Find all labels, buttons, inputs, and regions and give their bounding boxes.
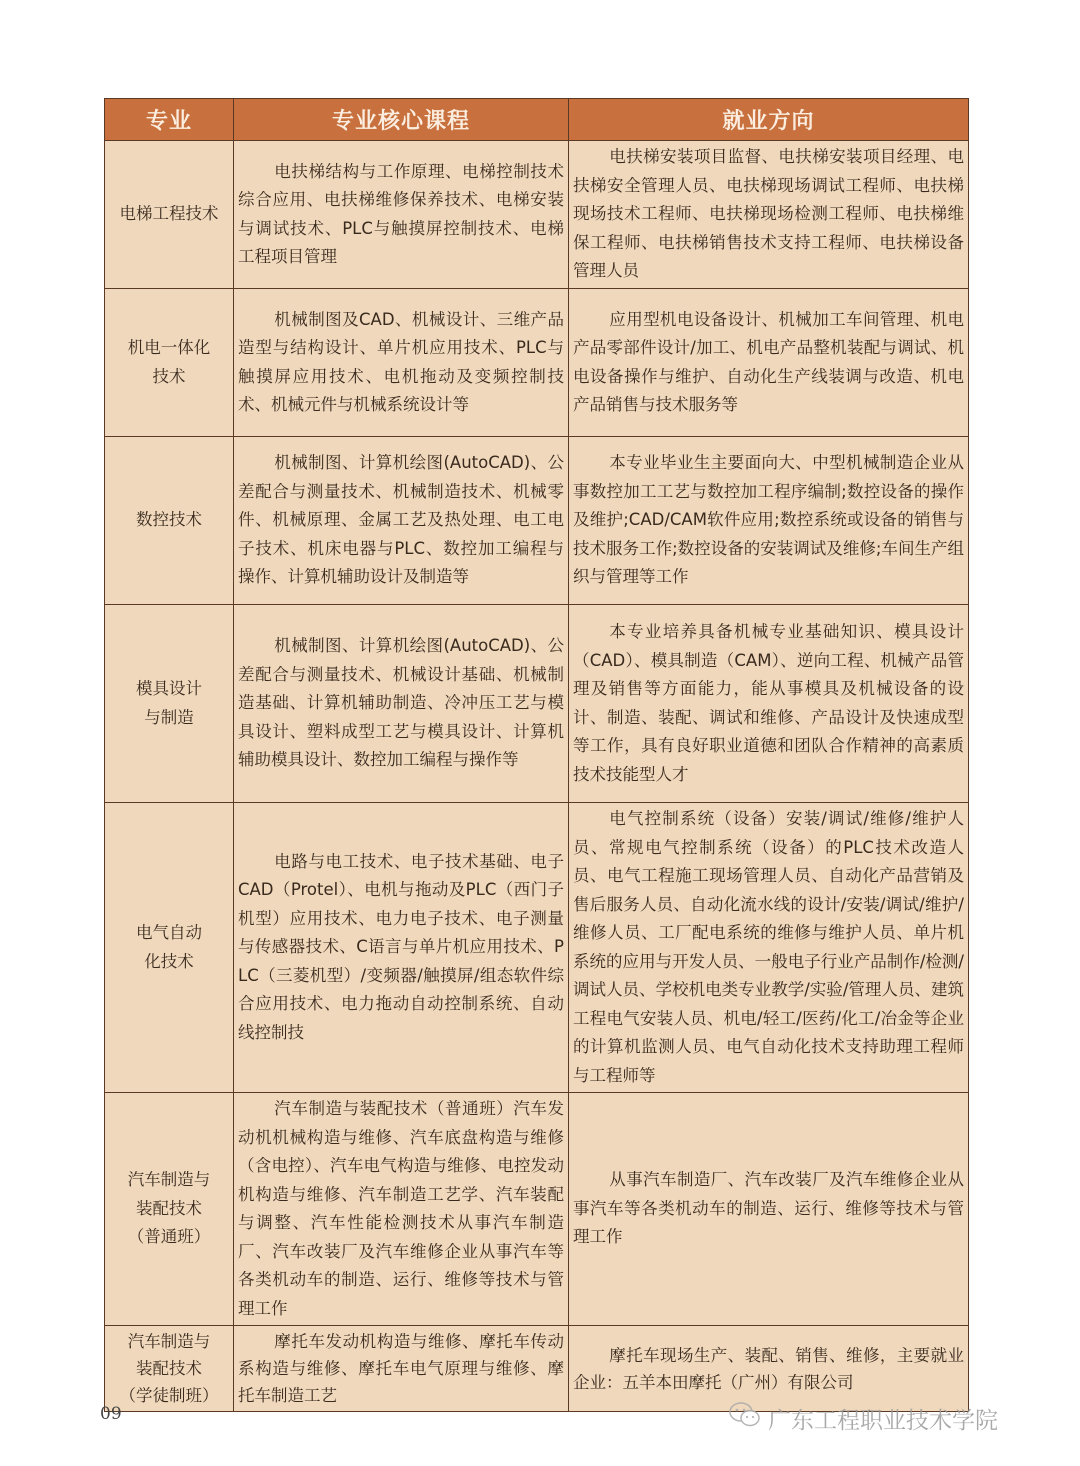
major-cell [105,141,234,289]
courses-text: 机械制图、计算机绘图(AutoCAD)、公差配合与测量技术、机械设计基础、机械制造基础、计算机辅助制造、冷冲压工艺与模具设计、塑料成型工艺与模具设计、计算机辅助模具设计、数控加工编程与操作等 [238,636,564,770]
major-name-line: 数控技术 [136,510,202,530]
major-name-line: 汽车制造与 [127,1332,211,1351]
major-cell [105,803,234,1093]
major-cell [105,605,234,803]
career-cell [569,437,969,605]
major-name-line: 装配技术 [136,1198,202,1218]
career-cell [569,1326,969,1412]
major-name-line: 装配技术 [136,1359,202,1378]
career-cell [569,1093,969,1326]
header-core-courses: 专业核心课程 [234,99,569,141]
major-cell [105,437,234,605]
major-name-line: 模具设计 [136,679,202,698]
table-row [105,437,969,605]
table-row [105,1093,969,1326]
major-name-line: 技术 [152,366,186,386]
courses-cell [234,289,569,437]
career-text: 摩托车现场生产、装配、销售、维修，主要就业企业：五羊本田摩托（广州）有限公司 [573,1345,964,1392]
career-text: 从事汽车制造厂、汽车改装厂及汽车维修企业从事汽车等各类机动车的制造、运行、维修等技术与管理工作 [573,1170,964,1247]
career-text: 本专业培养具备机械专业基础知识、模具设计（CAD）、模具制造（CAM）、逆向工程、机械产品管理及销售等方面能力，能从事模具及机械设备的设计、制造、装配、调试和维修、产品设计及快速成型等工作，具有良好职业道德和团队合作精神的高素质技术技能型人才 [573,622,964,784]
career-cell [569,289,969,437]
courses-text: 汽车制造与装配技术（普通班）汽车发动机机械构造与维修、汽车底盘构造与维修（含电控）、汽车电气构造与维修、电控发动机构造与维修、汽车制造工艺学、汽车装配与调整、汽车性能检测技术从事汽车制造厂、汽车改装厂及汽车维修企业从事汽车等各类机动车的制造、运行、维修等技术与管理工作 [238,1099,564,1318]
table-row [105,803,969,1093]
major-name-line: 与制造 [144,707,194,727]
major-cell [105,1093,234,1326]
watermark [728,1400,998,1436]
major-cell [105,1326,234,1412]
courses-cell [234,141,569,289]
majors-table [104,98,969,1412]
wechat-icon [728,1400,762,1436]
table-row [105,141,969,289]
table-row [105,289,969,437]
table-row [105,605,969,803]
major-name-line: （普通班） [127,1227,211,1247]
courses-cell [234,1093,569,1326]
career-text: 电气控制系统（设备）安装/调试/维修/维护人员、常规电气控制系统（设备）的PLC技术改造人员、电气工程施工现场管理人员、自动化产品营销及售后服务人员、自动化流水线的设计/安装/调试/维护/维修人员、工厂配电系统的维修与维护人员、单片机系统的应用与开发人员、一般电子行业产品制作/检测/调试人员、学校机电类专业教学/实验/管理人员、建筑工程电气安装人员、机电/轻工/医药/化工/冶金等企业的计算机监测人员、电气自动化技术支持助理工程师与工程师等 [573,809,964,1085]
courses-text: 机械制图及CAD、机械设计、三维产品造型与结构设计、单片机应用技术、PLC与触摸屏应用技术、电机拖动及变频控制技术、机械元件与机械系统设计等 [238,309,564,414]
career-text: 应用型机电设备设计、机械加工车间管理、机电产品零部件设计/加工、机电产品整机装配与调试、机电设备操作与维护、自动化生产线装调与改造、机电产品销售与技术服务等 [573,309,964,414]
major-name-line: 汽车制造与 [127,1170,211,1190]
courses-cell [234,605,569,803]
major-name-line: 电气自动 [136,923,202,942]
career-text: 本专业毕业生主要面向大、中型机械制造企业从事数控加工工艺与数控加工程序编制;数控设备的操作及维护;CAD/CAM软件应用;数控系统或设备的销售与技术服务工作;数控设备的安装调试及维修;车间生产组织与管理等工作 [573,453,964,587]
table-row [105,1326,969,1412]
courses-cell [234,437,569,605]
header-major: 专业 [105,99,234,141]
major-name-line: 机电一体化 [127,338,211,357]
watermark-text: 广东工程职业技术学院 [768,1407,998,1434]
career-cell [569,605,969,803]
major-name-line: 化技术 [144,951,194,971]
page-number: 09 [100,1404,122,1424]
header-career-direction: 就业方向 [569,99,969,141]
courses-text: 机械制图、计算机绘图(AutoCAD)、公差配合与测量技术、机械制造技术、机械零件、机械原理、金属工艺及热处理、电工电子技术、机床电器与PLC、数控加工编程与操作、计算机辅助设计及制造等 [238,453,564,587]
major-cell [105,289,234,437]
courses-text: 电扶梯结构与工作原理、电梯控制技术综合应用、电扶梯维修保养技术、电梯安装与调试技术、PLC与触摸屏控制技术、电梯工程项目管理 [238,161,564,266]
courses-text: 电路与电工技术、电子技术基础、电子CAD（Protel）、电机与拖动及PLC（西门子机型）应用技术、电力电子技术、电子测量与传感器技术、C语言与单片机应用技术、PLC（三菱机型）/变频器/触摸屏/组态软件综合应用技术、电力拖动自动控制系统、自动线控制技 [238,851,564,1042]
table-header-row [105,99,969,141]
career-text: 电扶梯安装项目监督、电扶梯安装项目经理、电扶梯安全管理人员、电扶梯现场调试工程师、电扶梯现场技术工程师、电扶梯现场检测工程师、电扶梯维保工程师、电扶梯销售技术支持工程师、电扶梯设备管理人员 [573,147,964,281]
courses-cell [234,803,569,1093]
career-cell [569,141,969,289]
career-cell [569,803,969,1093]
courses-cell [234,1326,569,1412]
courses-text: 摩托车发动机构造与维修、摩托车传动系构造与维修、摩托车电气原理与维修、摩托车制造工艺 [238,1332,564,1405]
major-name-line: （学徒制班） [119,1386,219,1405]
major-name-line: 电梯工程技术 [119,204,219,224]
